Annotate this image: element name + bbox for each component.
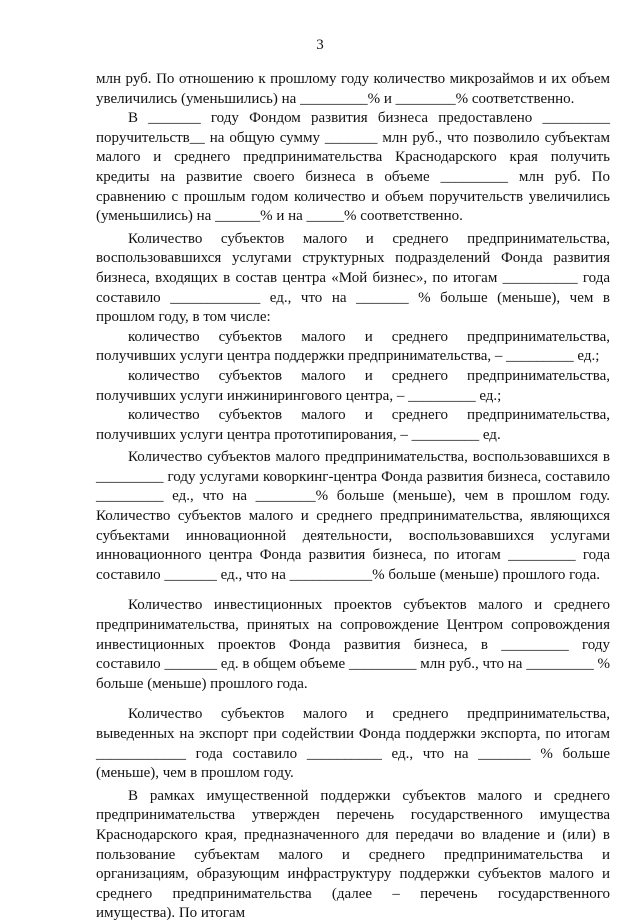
paragraph-export-support: Количество субъектов малого и среднего предпринимательства, выведенных на экспорт при содействии Фонда поддержки экспорта, по итогам ____________ года составило __________ ед., что на _______ % больше (меньше), чем в прошлом году. (96, 706, 610, 782)
list-item-support-center: количество субъектов малого и среднего предпринимательства, получивших услуги центра поддержки предпринимательства, – _________ ед.; (96, 328, 610, 365)
list-item-prototyping-center: количество субъектов малого и среднего предпринимательства, получивших услуги центра прототипирования, – _________ ед. (96, 407, 610, 443)
paragraph-microloans-continued: млн руб. По отношению к прошлому году количество микрозаймов и их объем увеличились (уменьшились) на _________% и ________% соответственно. (96, 71, 610, 107)
paragraph-guarantees: В _______ году Фондом развития бизнеса предоставлено _________ поручительств__ на общую сумму _______ млн руб., что позволило субъектам малого и среднего предпринимательства Краснодарского края получить кредиты на развитие своего бизнеса в объеме _________ млн руб. По сравнению с прошлым годом количество и объем поручительств увеличились (уменьшились) на ______% и на _____% соответственно. (96, 110, 610, 225)
paragraph-property-support: В рамках имущественной поддержки субъектов малого и среднего предпринимательства утвержден перечень государственного имущества Краснодарского края, предназначенного для передачи во владение и (или) в пользование субъектам малого и среднего предпринимательства и организациям, образующим инфраструктуру поддержки субъектов малого и среднего предпринимательства (далее – перечень государственного имущества). По итогам (96, 787, 610, 922)
paragraph-coworking-innovation: Количество субъектов малого предпринимательства, воспользовавшихся в _________ году услугами коворкинг-центра Фонда развития бизнеса, составило _________ ед., что на ________% больше (меньше), чем в прошлом году. Количество субъектов малого и среднего предпринимательства, являющихся субъектами инновационной деятельности, воспользовавшихся услугами инновационного центра Фонда развития бизнеса, по итогам _________ года составило _______ ед., что на ___________% больше (меньше) прошлого года. (96, 449, 610, 583)
list-item-engineering-center: количество субъектов малого и среднего предпринимательства, получивших услуги инжинирингового центра, – _________ ед.; (96, 367, 610, 404)
paragraph-investment-projects: Количество инвестиционных проектов субъектов малого и среднего предпринимательства, принятых на сопровождение Центром сопровождения инвестиционных проектов Фонда развития бизнеса, в _________ году составило _______ ед. в общем объеме _________ млн руб., что на _________ % больше (меньше) прошлого года. (96, 597, 610, 692)
page-number: 3 (316, 37, 324, 53)
paragraph-moy-biznes-center: Количество субъектов малого и среднего предпринимательства, воспользовавшихся услугами структурных подразделений Фонда развития бизнеса, входящих в состав центра «Мой бизнес», по итогам __________ года составило ____________ ед., что на _______ % больше (меньше), чем в прошлом году, в том числе: (96, 230, 610, 326)
document-body (96, 70, 610, 924)
